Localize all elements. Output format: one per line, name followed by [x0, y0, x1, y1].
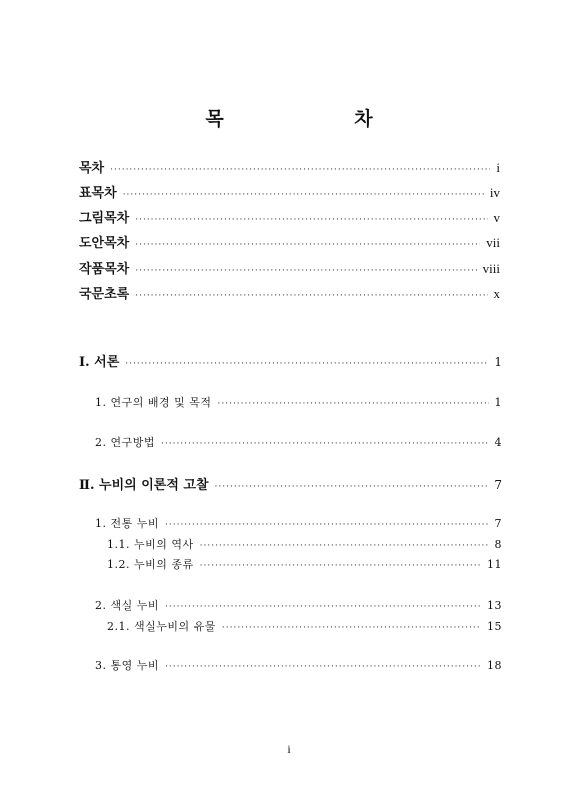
toc-chapter [79, 474, 502, 494]
toc-label: 국문초록 [79, 287, 130, 302]
toc-subsection [107, 618, 502, 638]
dot-leader [165, 662, 481, 672]
dot-leader [135, 266, 476, 276]
toc-page: 11 [487, 558, 502, 571]
toc-page: x [493, 286, 500, 301]
toc-label: 3. 통영 누비 [95, 659, 159, 672]
dot-leader [123, 190, 484, 200]
toc-page: 8 [494, 538, 502, 551]
toc-page: v [493, 210, 500, 225]
toc-label: Ⅰ. 서론 [79, 355, 120, 370]
toc-subsection [107, 556, 502, 576]
toc-page: iv [489, 185, 500, 200]
toc-chapter [79, 351, 502, 371]
toc-label: Ⅱ. 누비의 이론적 고찰 [79, 478, 209, 493]
toc-section [95, 434, 502, 454]
dot-leader [200, 541, 489, 551]
toc-entry [79, 182, 500, 202]
toc-subsection [107, 536, 502, 556]
toc-label: 그림목차 [79, 211, 130, 226]
dot-leader [110, 165, 490, 175]
page-title: 목 차 [205, 108, 435, 130]
toc-label: 1. 연구의 배경 및 목적 [95, 396, 212, 409]
toc-label: 목차 [79, 161, 105, 176]
toc-page: vii [486, 235, 500, 250]
dot-leader [165, 520, 489, 530]
toc-entry [79, 258, 500, 278]
dot-leader [215, 482, 489, 492]
toc-section [95, 394, 502, 414]
toc-label: 표목차 [79, 186, 117, 201]
dot-leader [200, 561, 481, 571]
dot-leader [135, 291, 487, 301]
toc-entry [79, 232, 500, 252]
toc-page: 15 [487, 620, 502, 633]
toc-page: 1 [494, 355, 502, 369]
dot-leader [222, 623, 481, 633]
toc-entry [79, 207, 500, 227]
toc-page: 18 [487, 659, 502, 672]
dot-leader [125, 359, 488, 369]
toc-label: 1.1. 누비의 역사 [107, 538, 194, 551]
toc-label: 2.1. 색실누비의 유물 [107, 620, 216, 633]
toc-label: 1. 전통 누비 [95, 517, 159, 530]
toc-section [95, 657, 502, 677]
toc-page: 7 [494, 517, 502, 530]
toc-page: 7 [494, 478, 502, 492]
toc-label: 2. 연구방법 [95, 436, 155, 449]
toc-entry [79, 283, 500, 303]
toc-page: 13 [487, 599, 502, 612]
toc-label: 1.2. 누비의 종류 [107, 558, 194, 571]
page-number: i [287, 742, 291, 756]
toc-label: 작품목차 [79, 262, 130, 277]
dot-leader [161, 439, 489, 449]
toc-section [95, 515, 502, 535]
toc-label: 2. 색실 누비 [95, 599, 159, 612]
toc-label: 도안목차 [79, 236, 130, 251]
toc-section [95, 597, 502, 617]
toc-page: 4 [494, 436, 502, 449]
dot-leader [218, 399, 489, 409]
toc-entry [79, 157, 500, 177]
dot-leader [165, 602, 481, 612]
toc-page: i [496, 160, 500, 175]
toc-page: viii [482, 261, 500, 276]
dot-leader [135, 240, 480, 250]
dot-leader [135, 215, 487, 225]
toc-page: 1 [494, 396, 502, 409]
